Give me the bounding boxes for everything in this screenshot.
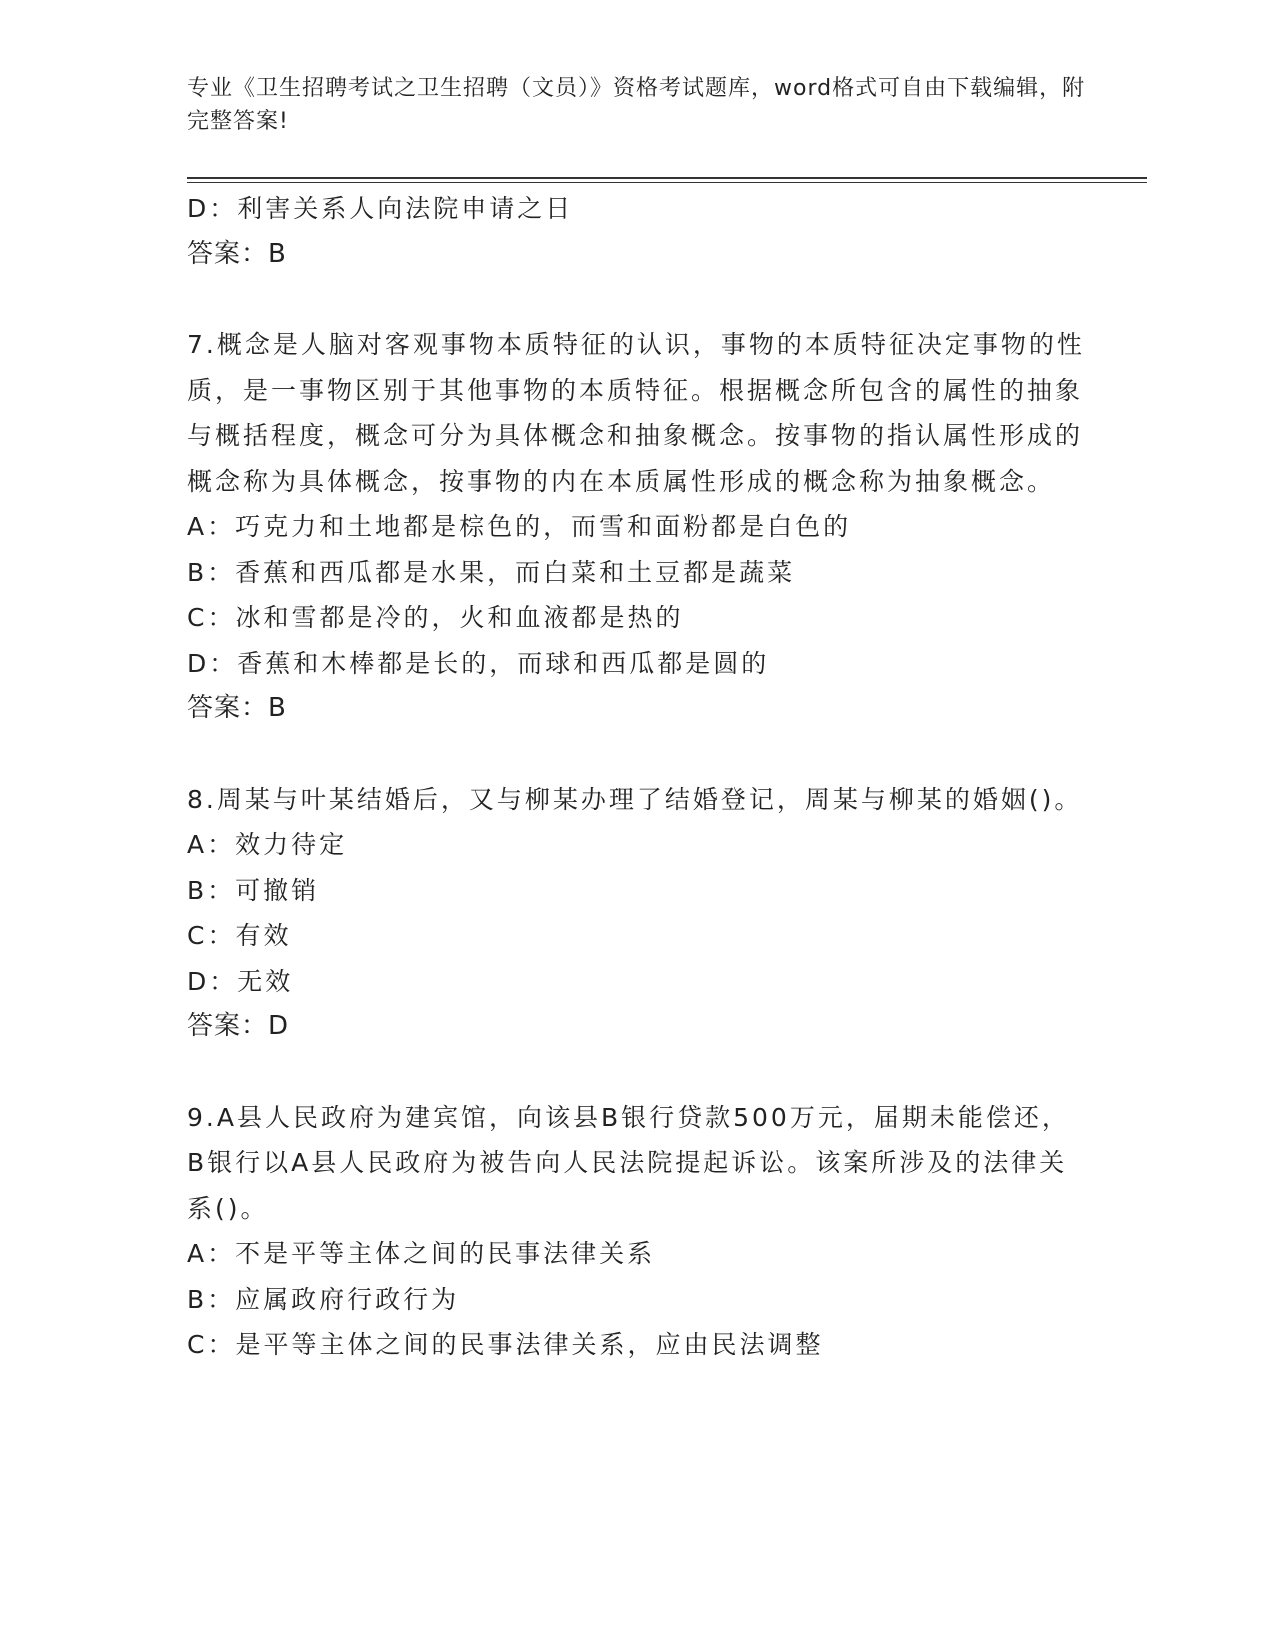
option-b: B：可撤销 [187,875,320,905]
question-6-tail [187,186,1087,277]
option-d: D：香蕉和木棒都是长的，而球和西瓜都是圆的 [187,648,770,678]
spacer [187,1050,1087,1095]
option-a: A：巧克力和土地都是棕色的，而雪和面粉都是白色的 [187,512,852,541]
question-list [187,186,1087,1368]
option-d: D：无效 [187,966,294,996]
header-divider [187,177,1147,179]
option-b: B：香蕉和西瓜都是水果，而白菜和土豆都是蔬菜 [187,557,796,587]
option-a: A：效力待定 [187,830,348,859]
answer-line: 答案：D [187,1011,290,1041]
spacer [187,277,1087,322]
page-header [187,72,1087,138]
option-d: D：利害关系人向法院申请之日 [187,194,574,223]
question-stem: 9.A县人民政府为建宾馆，向该县B银行贷款500万元，届期未能偿还，B银行以A县人民政府为被告向人民法院提起诉讼。该案所涉及的法律关系()。 [187,1102,1070,1223]
answer-line: 答案：B [187,238,287,269]
spacer [187,732,1087,777]
question-8 [187,777,1087,1050]
option-b: B：应属政府行政行为 [187,1284,460,1314]
header-divider-thin [187,182,1147,183]
question-9 [187,1095,1087,1368]
option-c: C：冰和雪都是冷的，火和血液都是热的 [187,603,684,632]
question-7 [187,322,1087,732]
option-a: A：不是平等主体之间的民事法律关系 [187,1239,656,1268]
question-stem: 8.周某与叶某结婚后，又与柳某办理了结婚登记，周某与柳某的婚姻()。 [187,784,1083,814]
option-c: C：是平等主体之间的民事法律关系，应由民法调整 [187,1330,824,1359]
header-title: 专业《卫生招聘考试之卫生招聘（文员）》资格考试题库，word格式可自由下载编辑，附完整答案! [187,76,1086,134]
question-stem: 7.概念是人脑对客观事物本质特征的认识，事物的本质特征决定事物的性质，是一事物区别于其他事物的本质特征。根据概念所包含的属性的抽象与概括程度，概念可分为具体概念和抽象概念。按事物的指认属性形成的概念称为具体概念，按事物的内在本质属性形成的概念称为抽象概念。 [187,330,1085,496]
answer-line: 答案：B [187,693,287,723]
option-c: C：有效 [187,921,292,950]
